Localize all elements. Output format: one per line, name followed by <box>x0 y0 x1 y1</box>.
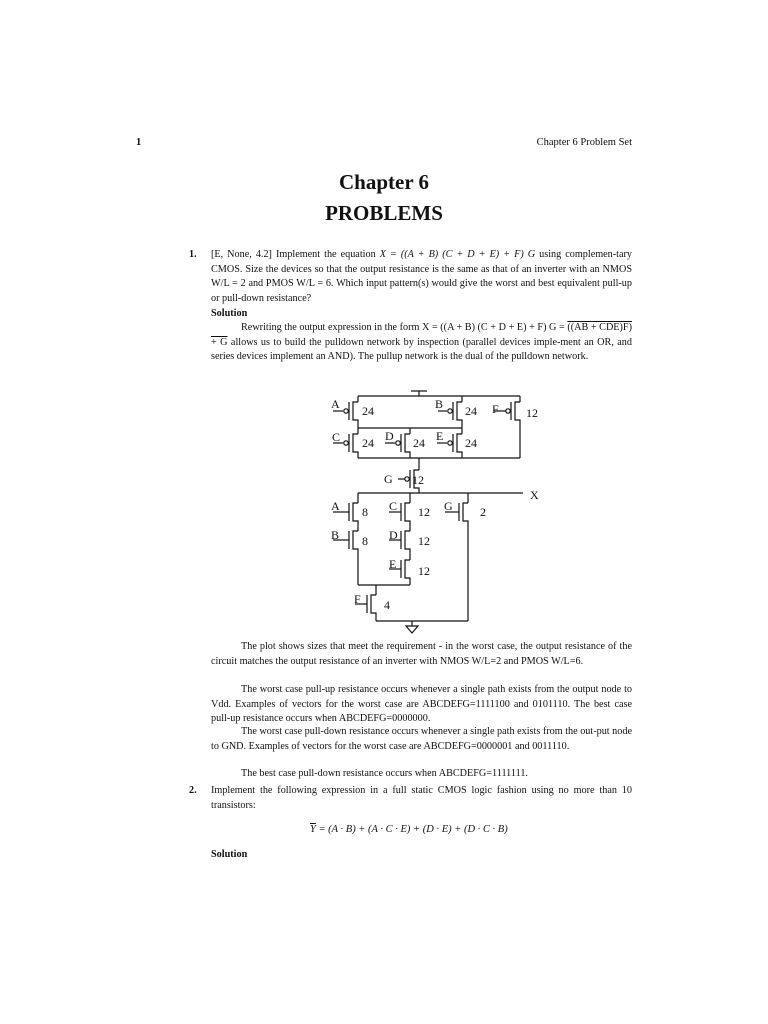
paragraph-best-pulldown: The best case pull-down resistance occurs when ABCDEFG=1111111. <box>241 768 528 779</box>
nmos-b-gate-label: B <box>331 528 340 542</box>
problem-1-solution-label: Solution <box>211 308 248 319</box>
pmos-c-gate-label: C <box>332 430 341 444</box>
chapter-title: Chapter 6 <box>338 170 430 194</box>
problem-1-statement <box>211 248 632 306</box>
pmos-d-gate-label: D <box>385 429 394 443</box>
problem-1-text-b: using complemen-tary CMOS. Size the devices so that the output resistance is the same as that of an inverter with an NMOS W/L = 2 and PMOS W/L = 6. Which input pattern(s) would give the worst and best equivalent pull-up or pull-down resistance? <box>211 249 632 304</box>
nmos-f-gate-label: F <box>354 592 361 606</box>
pmos-g-gate-label: G <box>384 472 393 486</box>
problem-2-number: 2. <box>189 785 197 796</box>
paragraph-pulldown-resistance: The worst case pull-down resistance occurs whenever a single path exists from the out-put node to GND. Examples of vectors for the worst case are ABCDEFG=0000001 and 0011110. <box>211 726 632 752</box>
nmos-g-gate-label: G <box>444 499 453 513</box>
pmos-a-gate-label: A <box>331 397 340 411</box>
nmos-d-size: 12 <box>418 534 430 548</box>
pmos-f-gate-label: F <box>492 402 499 416</box>
nmos-e-gate-label: E <box>389 557 397 571</box>
page-number: 1 <box>136 137 142 148</box>
equation-rhs: = (A · B) + (A · C · E) + (D · E) + (D · C · B) <box>315 824 508 835</box>
section-title: PROBLEMS <box>325 201 443 225</box>
nmos-b-size: 8 <box>362 534 368 548</box>
pmos-g-size: 12 <box>412 473 424 487</box>
solution-overlined-expr: ((AB + CDE)F) + G <box>211 322 632 348</box>
paragraph-plot-explanation: The plot shows sizes that meet the requirement - in the worst case, the output resistance of the circuit matches the output resistance of an inverter with NMOS W/L=2 and PMOS W/L=6. <box>211 641 632 667</box>
problem-2-solution-label: Solution <box>211 849 248 860</box>
paragraph-pullup-resistance: The worst case pull-up resistance occurs whenever a single path exists from the output node to Vdd. Examples of vectors for the worst case are ABCDEFG=1111100 and 0101110. The best case pull-up resistance occurs when ABCDEFG=0000000. <box>211 684 632 725</box>
problem-2-statement: Implement the following expression in a full static CMOS logic fashion using no more than 10 transistors: <box>211 785 632 811</box>
problem-1-number: 1. <box>189 249 197 260</box>
problem-2-equation <box>310 824 560 835</box>
pmos-f-size: 12 <box>526 406 538 420</box>
nmos-g-size: 2 <box>480 505 486 519</box>
pmos-e-gate-label: E <box>436 429 444 443</box>
pmos-b-gate-label: B <box>435 397 444 411</box>
solution-text-c: allows us to build the pulldown network by inspection (parallel devices imple-ment an OR, and series devices implement an AND). The pullup network is the dual of the pulldown network. <box>211 336 632 363</box>
pmos-a-size: 24 <box>362 404 374 418</box>
pmos-c-size: 24 <box>362 436 374 450</box>
nmos-a-gate-label: A <box>331 499 340 513</box>
pmos-e-size: 24 <box>465 436 477 450</box>
cmos-circuit-diagram <box>320 385 560 637</box>
nmos-e-size: 12 <box>418 564 430 578</box>
problem-1-equation: X = ((A + B) (C + D + E) + F) G <box>379 249 536 260</box>
nmos-c-size: 12 <box>418 505 430 519</box>
problem-1-solution-text <box>211 321 632 365</box>
pmos-b-size: 24 <box>465 404 477 418</box>
nmos-f-size: 4 <box>384 598 390 612</box>
nmos-c-gate-label: C <box>389 499 398 513</box>
nmos-a-size: 8 <box>362 505 368 519</box>
solution-text-a: Rewriting the output expression in the form X = ((A + B) (C + D + E) + F) G = <box>241 322 568 333</box>
pmos-d-size: 24 <box>413 436 425 450</box>
equation-lhs: $\overline{Y}$ <box>310 824 316 835</box>
running-title: Chapter 6 Problem Set <box>536 137 632 148</box>
problem-1-text-a: [E, None, 4.2] Implement the equation <box>211 249 380 260</box>
output-x-label: X <box>530 488 539 502</box>
nmos-d-gate-label: D <box>389 528 398 542</box>
